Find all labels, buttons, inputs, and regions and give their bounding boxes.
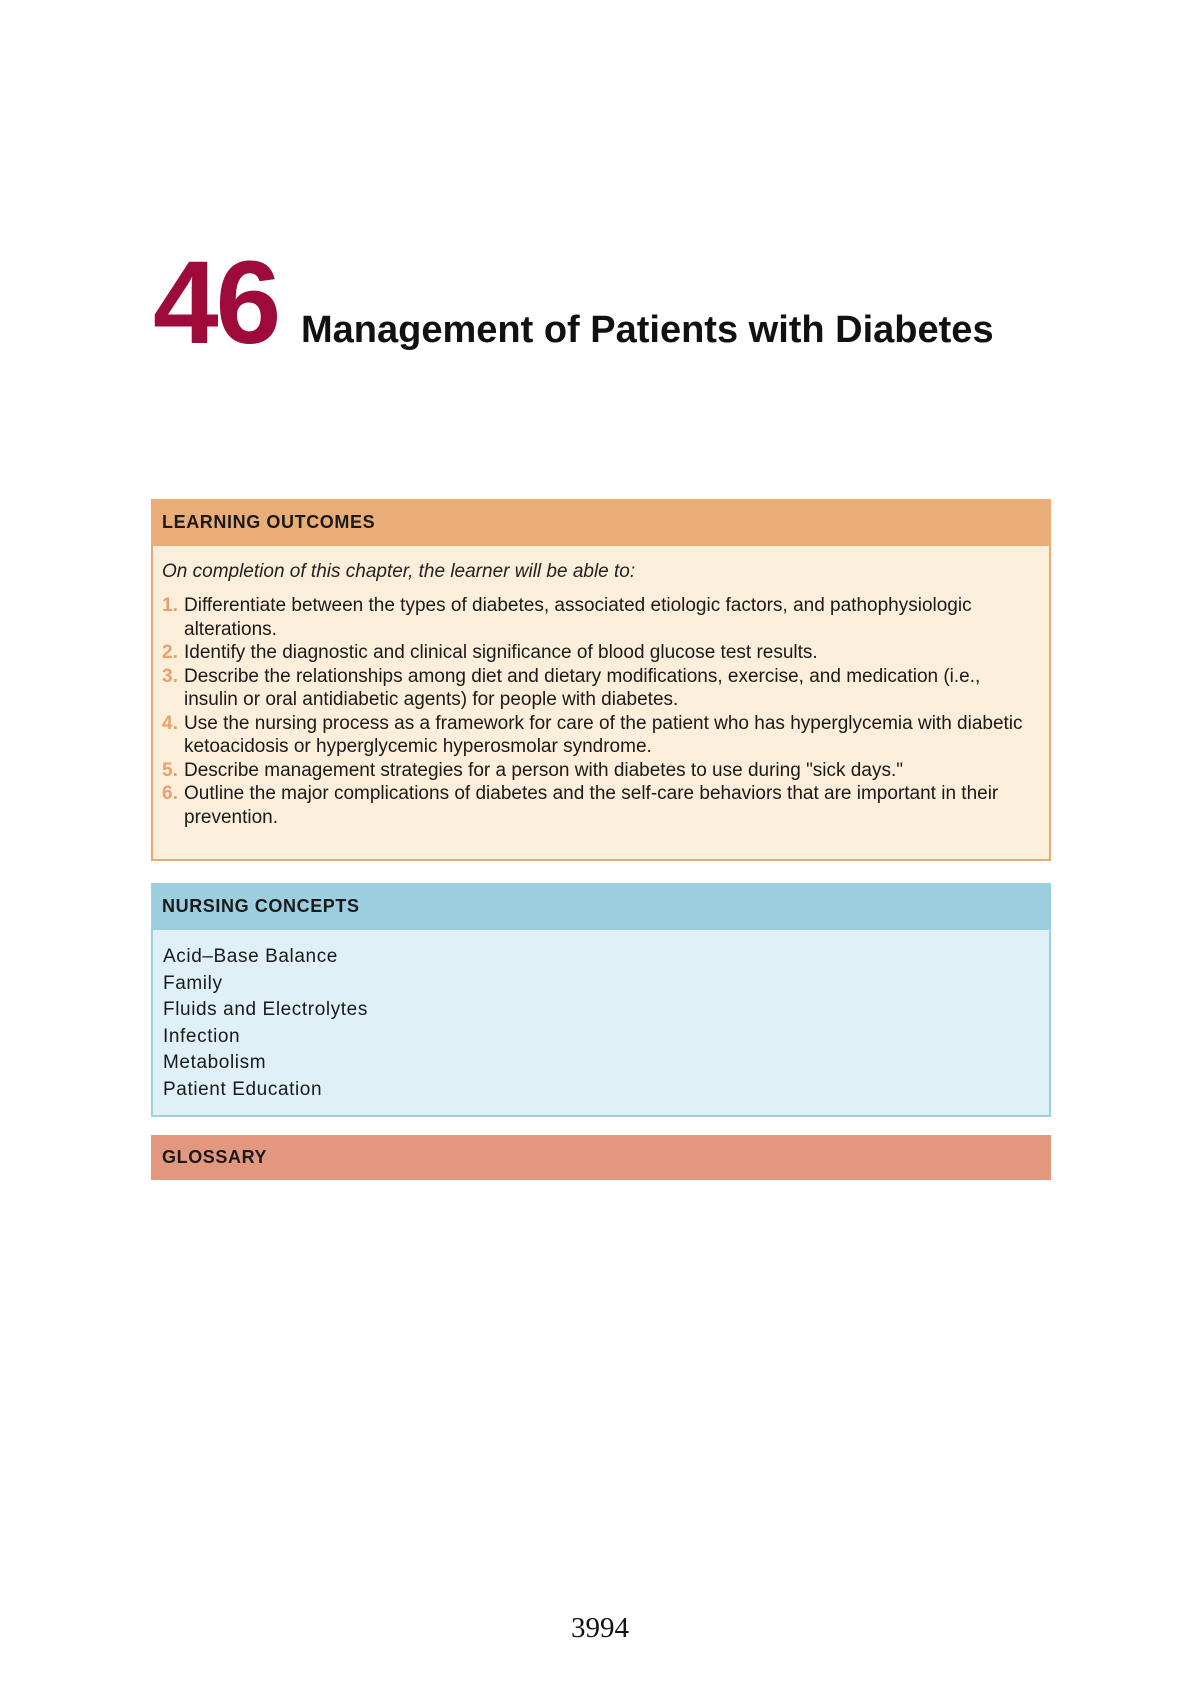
outcome-item xyxy=(162,594,1037,641)
outcome-number: 2. xyxy=(162,642,178,663)
concept-item: Family xyxy=(163,972,223,994)
outcome-number: 3. xyxy=(162,665,178,687)
concept-item: Fluids and Electrolytes xyxy=(163,999,368,1020)
learning-outcomes-body xyxy=(153,546,1049,829)
outcome-text: Outline the major complications of diabetes and the self-care behaviors that are important in their prevention. xyxy=(184,783,999,828)
outcome-text: Describe the relationships among diet and dietary modifications, exercise, and medication (i.e., insulin or oral antidiabetic agents) for people with diabetes. xyxy=(184,665,981,710)
outcome-text: Identify the diagnostic and clinical significance of blood glucose test results. xyxy=(184,642,818,663)
outcome-item xyxy=(162,782,1037,829)
learning-outcomes-intro: On completion of this chapter, the learner will be able to: xyxy=(162,561,636,582)
outcome-item xyxy=(162,641,1037,665)
learning-outcomes-list xyxy=(162,594,1037,829)
outcome-number: 1. xyxy=(162,595,178,616)
chapter-heading xyxy=(153,237,1053,369)
concept-item: Metabolism xyxy=(163,1052,267,1073)
page-number: 3994 xyxy=(571,1612,629,1644)
concept-item: Acid–Base Balance xyxy=(163,946,338,967)
nursing-concepts-body xyxy=(153,930,1049,1103)
outcome-number: 6. xyxy=(162,783,178,804)
outcome-item xyxy=(162,712,1037,759)
nursing-concepts-heading: NURSING CONCEPTS xyxy=(151,883,1051,930)
concept-item: Infection xyxy=(163,1025,241,1047)
nursing-concepts-box xyxy=(151,883,1051,1117)
outcome-item xyxy=(162,759,1037,783)
outcome-text: Use the nursing process as a framework for care of the patient who has hyperglycemia with diabetic ketoacidosis or hyperglycemic hyperosmolar syndrome. xyxy=(184,712,1023,757)
glossary-heading: GLOSSARY xyxy=(162,1147,268,1167)
outcome-text: Differentiate between the types of diabetes, associated etiologic factors, and pathophysiologic alterations. xyxy=(184,595,972,640)
glossary-box xyxy=(151,1135,1051,1180)
chapter-title: Management of Patients with Diabetes xyxy=(301,309,994,351)
outcome-number: 5. xyxy=(162,759,178,781)
outcome-item xyxy=(162,665,1037,712)
outcome-text: Describe management strategies for a person with diabetes to use during "sick days." xyxy=(184,759,903,781)
nursing-concepts-list xyxy=(163,944,1039,1103)
chapter-number: 46 xyxy=(153,237,279,369)
outcome-number: 4. xyxy=(162,712,178,734)
concept-item: Patient Education xyxy=(163,1078,323,1100)
learning-outcomes-heading: LEARNING OUTCOMES xyxy=(151,499,1051,546)
learning-outcomes-box xyxy=(151,499,1051,861)
